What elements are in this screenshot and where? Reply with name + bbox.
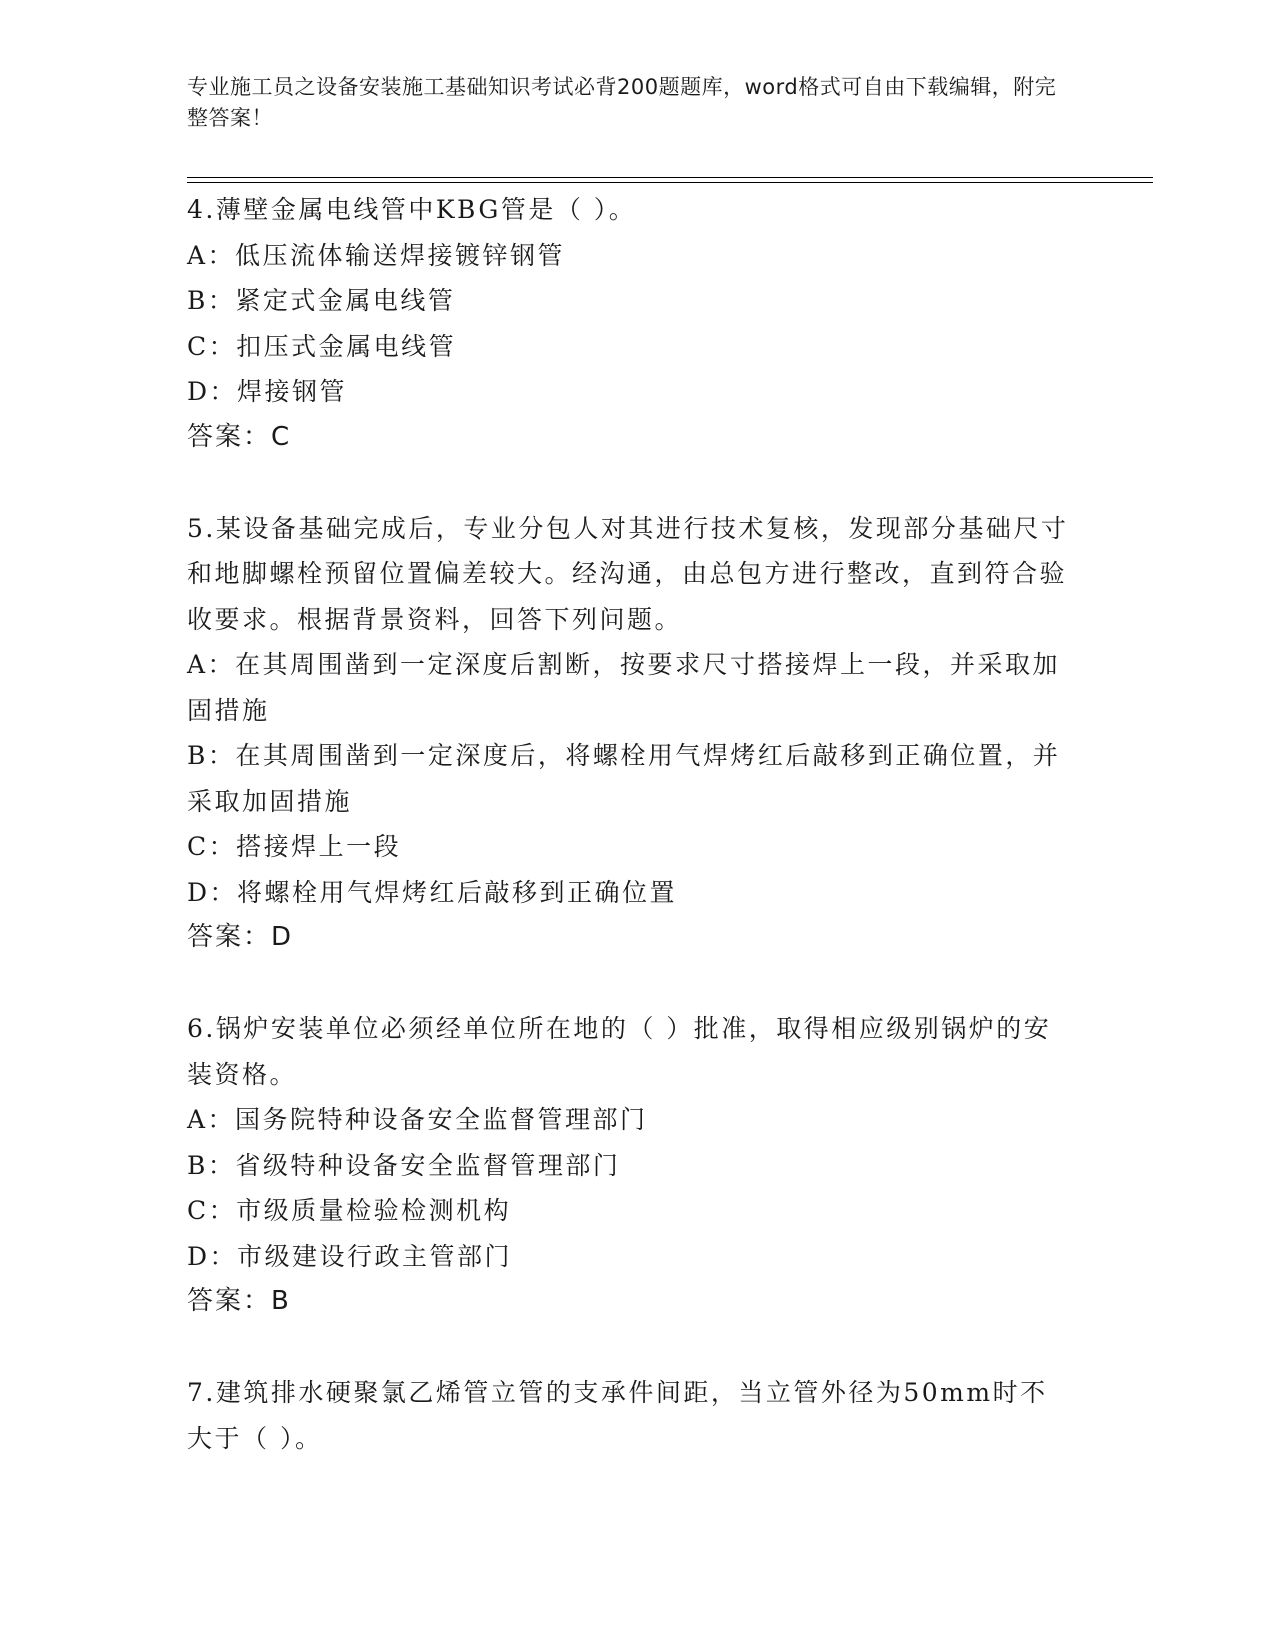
header-divider-top [187, 177, 1153, 178]
question-stem: 7.建筑排水硬聚氯乙烯管立管的支承件间距，当立管外径为50mm时不大于（ ）。 [187, 1378, 1048, 1453]
question-stem: 4.薄壁金属电线管中KBG管是（ ）。 [187, 195, 637, 224]
question-6 [187, 1006, 1072, 1325]
option-d: D：将螺栓用气焊烤红后敲移到正确位置 [187, 877, 678, 907]
question-gap [187, 460, 1072, 506]
question-7 [187, 1370, 1072, 1461]
question-list [187, 187, 1072, 1461]
answer-text: 答案：D [187, 922, 294, 952]
question-stem: 5.某设备基础完成后，专业分包人对其进行技术复核，发现部分基础尺寸和地脚螺栓预留位置偏差较大。经沟通，由总包方进行整改，直到符合验收要求。根据背景资料，回答下列问题。 [187, 513, 1069, 634]
option-b: B：在其周围凿到一定深度后，将螺栓用气焊烤红后敲移到正确位置，并采取加固措施 [187, 741, 1061, 816]
answer-text: 答案：C [187, 421, 292, 452]
question-gap [187, 1325, 1072, 1371]
option-a: A：在其周围凿到一定深度后割断，按要求尺寸搭接焊上一段，并采取加固措施 [187, 650, 1061, 725]
option-b: B：省级特种设备安全监督管理部门 [187, 1150, 621, 1180]
question-5 [187, 506, 1072, 961]
option-c: C：市级质量检验检测机构 [187, 1196, 512, 1225]
question-gap [187, 961, 1072, 1007]
option-c: C：搭接焊上一段 [187, 832, 402, 861]
option-d: D：市级建设行政主管部门 [187, 1241, 513, 1271]
document-header: 专业施工员之设备安装施工基础知识考试必背200题题库，word格式可自由下载编辑，附完整答案！ [187, 75, 1057, 130]
header-divider-bottom [187, 182, 1153, 183]
question-4 [187, 187, 1072, 460]
option-b: B：紧定式金属电线管 [187, 286, 456, 315]
option-d: D：焊接钢管 [187, 377, 348, 406]
answer-text: 答案：B [187, 1286, 291, 1316]
option-a: A：低压流体输送焊接镀锌钢管 [187, 240, 566, 270]
option-a: A：国务院特种设备安全监督管理部门 [187, 1105, 648, 1134]
option-c: C：扣压式金属电线管 [187, 331, 457, 361]
question-stem: 6.锅炉安装单位必须经单位所在地的（ ）批准，取得相应级别锅炉的安装资格。 [187, 1014, 1052, 1089]
